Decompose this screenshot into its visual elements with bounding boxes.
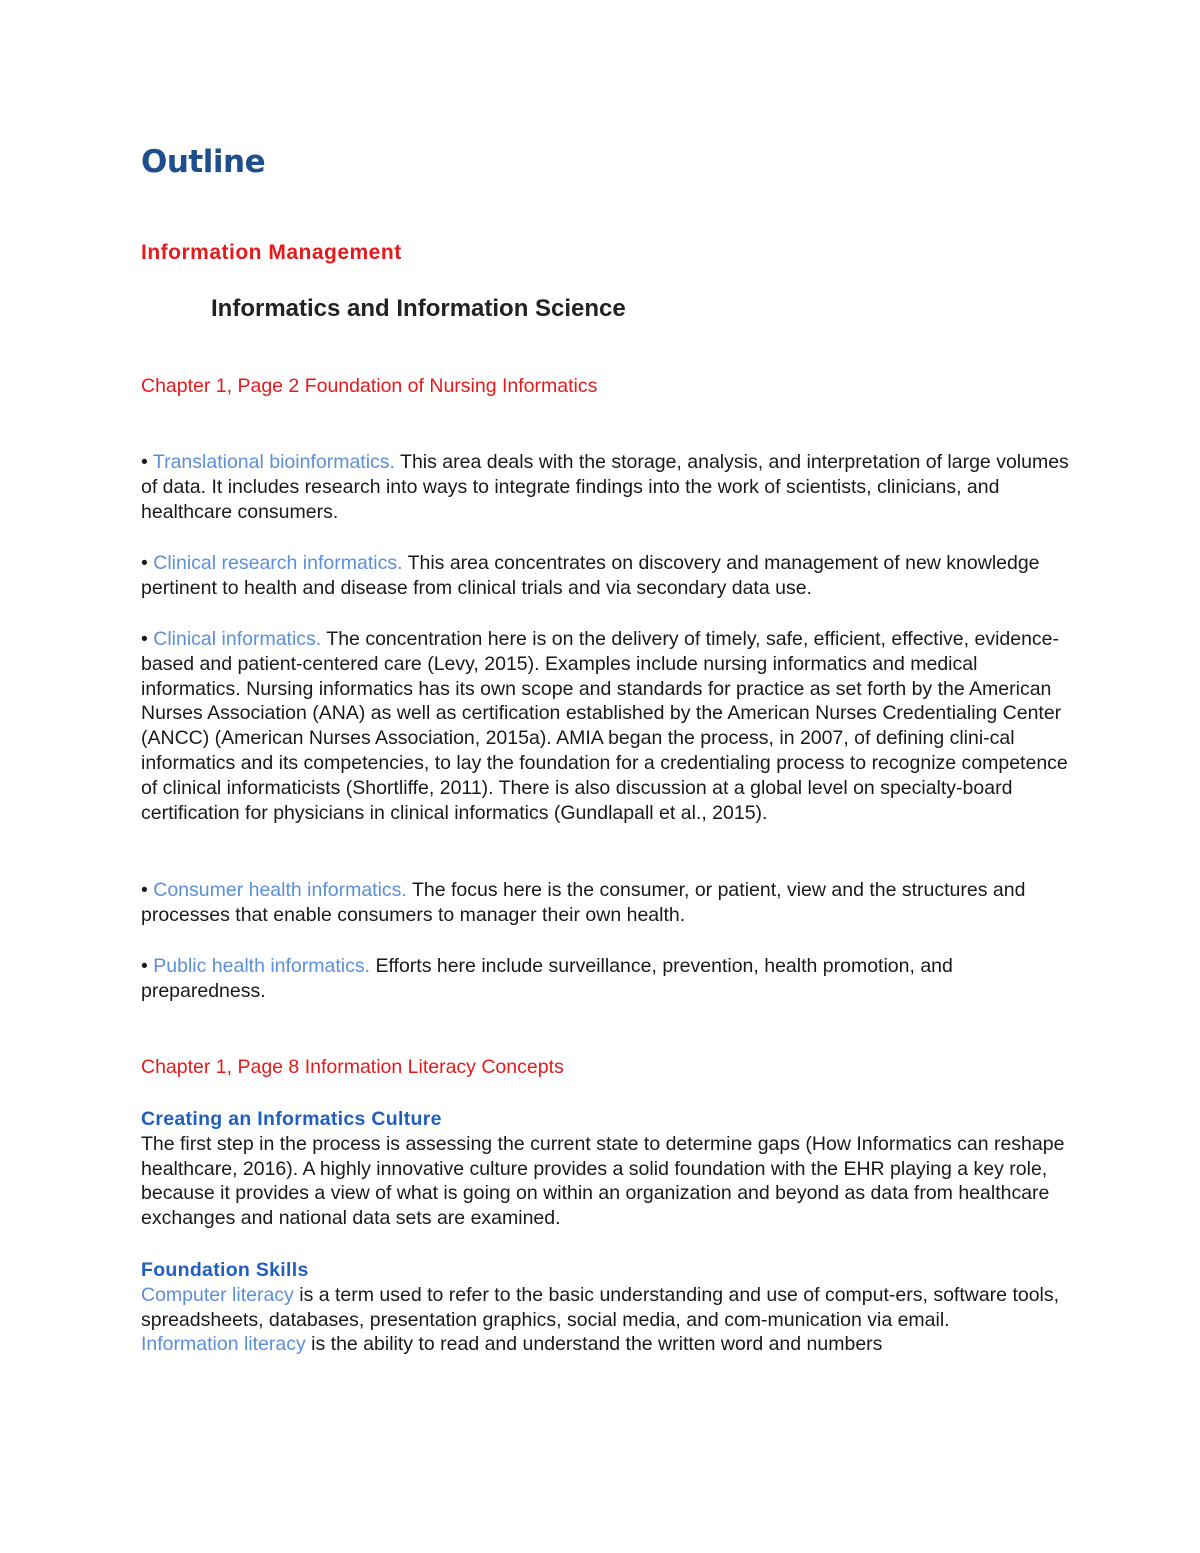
bullet-glyph: •: [141, 628, 148, 650]
bullet-text: This area deals with the storage, analysis, and interpretation of large volumes of data. It includes research into ways to integrate findings into the work of scientists, clinicians, and healthcare consumers.: [141, 451, 1069, 523]
bullet-glyph: •: [141, 955, 148, 977]
bullet-item: [141, 954, 1071, 1004]
information-literacy-term: Information literacy: [141, 1333, 306, 1356]
bullet-item: [141, 450, 1071, 524]
bullet-item: [141, 878, 1071, 928]
bullet-item: [141, 627, 1071, 825]
bullet-glyph: •: [141, 552, 148, 574]
bullet-term: Clinical informatics.: [153, 628, 322, 650]
page-title: Outline: [141, 144, 266, 180]
bullet-text: The concentration here is on the delivery of timely, safe, efficient, effective, evidence-based and patient-centered care (Levy, 2015). Examples include nursing informatics and medical informatics. Nursing informatics has its own scope and standards for practice as set forth by the American Nurses Association (ANA) as well as certification established by the American Nurses Credentialing Center (ANCC) (American Nurses Association, 2015a). AMIA began the process, in 2007, of defining clini-cal informatics and its competencies, to lay the foundation for a credentialing process to recognize competence of clinical informaticists (Shortliffe, 2011). There is also discussion at a global level on specialty-board certification for physicians in clinical informatics (Gundlapall et al., 2015).: [141, 628, 1068, 824]
bullet-term: Consumer health informatics.: [153, 879, 407, 901]
information-literacy-text: is the ability to read and understand the written word and numbers: [311, 1333, 883, 1356]
bullet-term: Translational bioinformatics.: [152, 451, 395, 473]
bullet-text: Efforts here include surveillance, prevention, health promotion, and preparedness.: [141, 955, 953, 1002]
chapter-heading: Chapter 1, Page 8 Information Literacy Concepts: [141, 1056, 564, 1078]
bullet-text: This area concentrates on discovery and management of new knowledge pertinent to health and disease from clinical trials and via secondary data use.: [141, 552, 1040, 599]
skills-section: [141, 1258, 1071, 1357]
chapter-heading: Chapter 1, Page 2 Foundation of Nursing Informatics: [141, 375, 598, 397]
culture-section: [141, 1107, 1071, 1231]
bullet-item: [141, 551, 1071, 601]
bullet-term: Clinical research informatics.: [153, 552, 403, 574]
culture-text: The first step in the process is assessing the current state to determine gaps (How Informatics can reshape healthcare, 2016). A highly innovative culture provides a solid foundation with the EHR playing a key role, because it provides a view of what is going on within an organization and beyond as data from healthcare exchanges and national data sets are examined.: [141, 1132, 1065, 1230]
section-heading: Information Management: [141, 241, 402, 264]
subheading: Informatics and Information Science: [211, 295, 626, 322]
bullet-glyph: •: [141, 879, 148, 901]
bullet-glyph: •: [141, 451, 148, 473]
computer-literacy-text: is a term used to refer to the basic understanding and use of comput-ers, software tools, spreadsheets, databases, presentation graphics, social media, and com-munication via email.: [141, 1283, 1060, 1331]
bullet-text: The focus here is the consumer, or patient, view and the structures and processes that enable consumers to manager their own health.: [141, 879, 1026, 926]
culture-title: Creating an Informatics Culture: [141, 1108, 442, 1130]
computer-literacy-term: Computer literacy: [141, 1283, 294, 1306]
bullet-term: Public health informatics.: [153, 955, 371, 977]
skills-title: Foundation Skills: [141, 1259, 309, 1281]
